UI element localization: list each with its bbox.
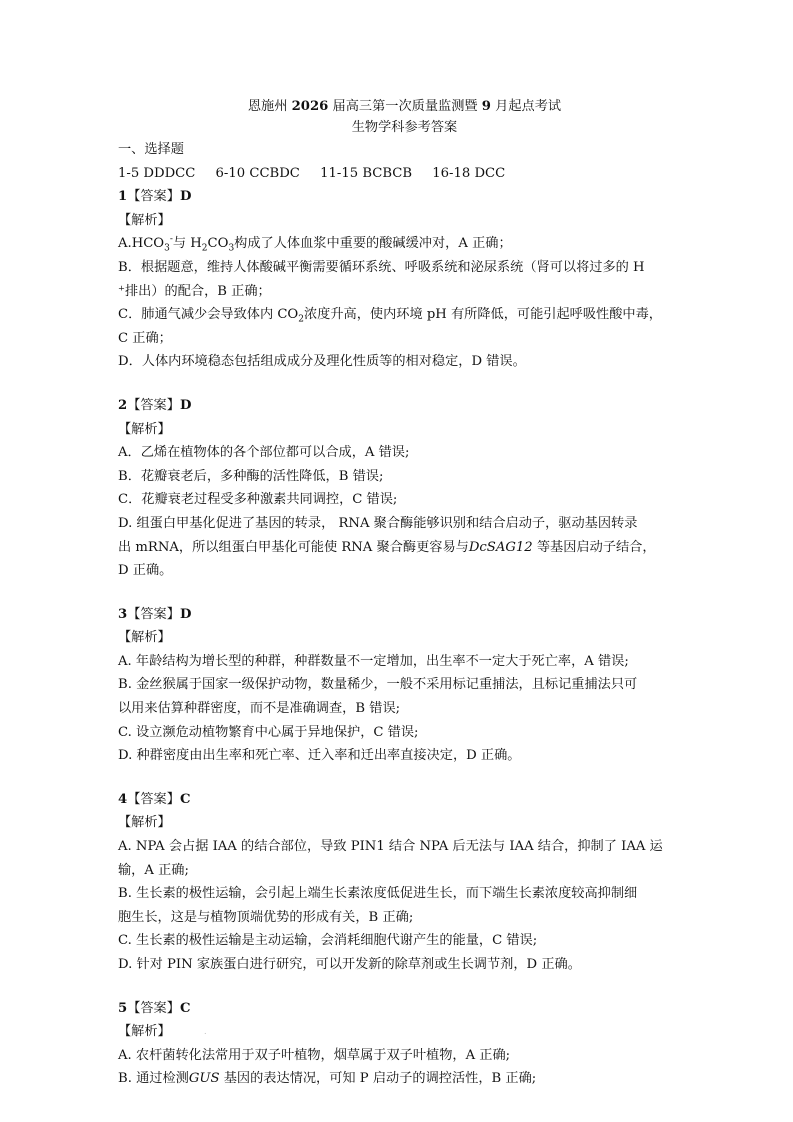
analysis-line: C. 生长素的极性运输是主动运输，会消耗细胞代谢产生的能量，C 错误;: [118, 933, 538, 949]
document-title: [118, 96, 691, 138]
analysis-label: 【解析】: [118, 630, 171, 646]
answer-sheet: [118, 96, 691, 1091]
footer-mark: .: [204, 1027, 207, 1036]
analysis-line: D 正确。: [118, 563, 173, 579]
analysis-label: 【解析】: [118, 815, 171, 831]
question-block-1: [118, 185, 691, 374]
analysis-line: B．根据题意，维持人体酸碱平衡需要循环系统、呼吸系统和泌尿系统（肾可以将过多的 H: [118, 259, 645, 275]
analysis-line: D. 组蛋白甲基化促进了基因的转录， RNA 聚合酶能够识别和结合启动子，驱动基因转录: [118, 515, 638, 531]
analysis-line: A. 农杆菌转化法常用于双子叶植物，烟草属于双子叶植物，A 正确;: [118, 1047, 511, 1063]
analysis-line: A. NPA 会占据 IAA 的结合部位，导致 PIN1 结合 NPA 后无法与 IAA 结合，抑制了 IAA 运: [118, 839, 663, 855]
analysis-line: A．乙烯在植物体的各个部位都可以合成，A 错误;: [118, 445, 410, 461]
analysis-line: 以用来估算种群密度，而不是准确调查，B 错误;: [118, 701, 401, 717]
question-block-2: [118, 394, 691, 583]
analysis-label: 【解析】: [118, 421, 171, 437]
analysis-line: D. 针对 PIN 家族蛋白进行研究，可以开发新的除草剂或生长调节剂，D 正确。: [118, 957, 581, 972]
answer-heading: 2【答案】D: [118, 397, 192, 413]
analysis-line: D. 种群密度由出生率和死亡率、迁入率和迁出率直接决定，D 正确。: [118, 748, 521, 764]
title-line-1: 恩施州 2026 届高三第一次质量监测暨 9 月起点考试: [247, 99, 562, 114]
question-block-3: [118, 603, 691, 768]
analysis-line: D．人体内环境稳态包括组成成分及理化性质等的相对稳定，D 错误。: [118, 354, 526, 370]
answer-heading: 3【答案】D: [118, 606, 192, 622]
analysis-line: C 正确；: [118, 330, 172, 346]
analysis-line: B. 通过检测GUS 基因的表达情况，可知 P 启动子的调控活性，B 正确;: [118, 1071, 537, 1087]
analysis-line: C．肺通气减少会导致体内 $CO_2$浓度升高，使内环境 pH 有所降低，可能引起呼吸性酸中毒，: [118, 307, 662, 325]
analysis-line: B. 金丝猴属于国家一级保护动物，数量稀少，一般不采用标记重捕法，且标记重捕法只可: [118, 677, 638, 693]
analysis-line: 胞生长，这是与植物顶端优势的形成有关，B 正确;: [118, 909, 414, 925]
gene-name: GUS: [188, 1071, 220, 1087]
analysis-line: B. 生长素的极性运输，会引起上端生长素浓度低促进生长，而下端生长素浓度较高抑制细: [118, 886, 638, 902]
section-heading: 一、选择题: [118, 142, 184, 157]
analysis-line: $A.HCO_3^-$与 $H_2CO_3$构成了人体血浆中重要的酸碱缓冲对，A 正确；: [118, 234, 512, 255]
question-block-5: [118, 997, 691, 1091]
analysis-line: 输，A 正确;: [118, 862, 189, 878]
title-line-2: 生物学科参考答案: [351, 120, 458, 135]
analysis-line: C．花瓣衰老过程受多种激素共同调控，C 错误;: [118, 492, 398, 508]
analysis-line: 出 mRNA，所以组蛋白甲基化可能使 RNA 聚合酶更容易与DcSAG12 等基因启动子结合，: [118, 539, 656, 555]
key-group: 16-18 DCC: [432, 165, 506, 181]
analysis-line: A. 年龄结构为增长型的种群，种群数量不一定增加，出生率不一定大于死亡率，A 错误;: [118, 653, 629, 669]
answer-heading: 1【答案】D: [118, 189, 192, 205]
analysis-label: 【解析】: [118, 1024, 171, 1040]
analysis-line: B．花瓣衰老后，多种酶的活性降低，B 错误;: [118, 468, 384, 484]
answer-heading: 5【答案】C: [118, 1000, 191, 1016]
key-group: 1-5 DDDCC: [118, 165, 196, 181]
key-group: 6-10 CCBDC: [215, 165, 300, 181]
answer-key-line: [118, 162, 691, 186]
analysis-line: ⁺排出）的配合，B 正确；: [118, 283, 271, 299]
analysis-label: 【解析】: [118, 212, 171, 228]
question-block-4: [118, 788, 691, 977]
answer-heading: 4【答案】C: [118, 791, 191, 807]
gene-name: DcSAG12: [468, 539, 533, 555]
key-group: 11-15 BCBCB: [320, 165, 413, 181]
analysis-line: C. 设立濒危动植物繁育中心属于异地保护，C 错误;: [118, 724, 419, 740]
